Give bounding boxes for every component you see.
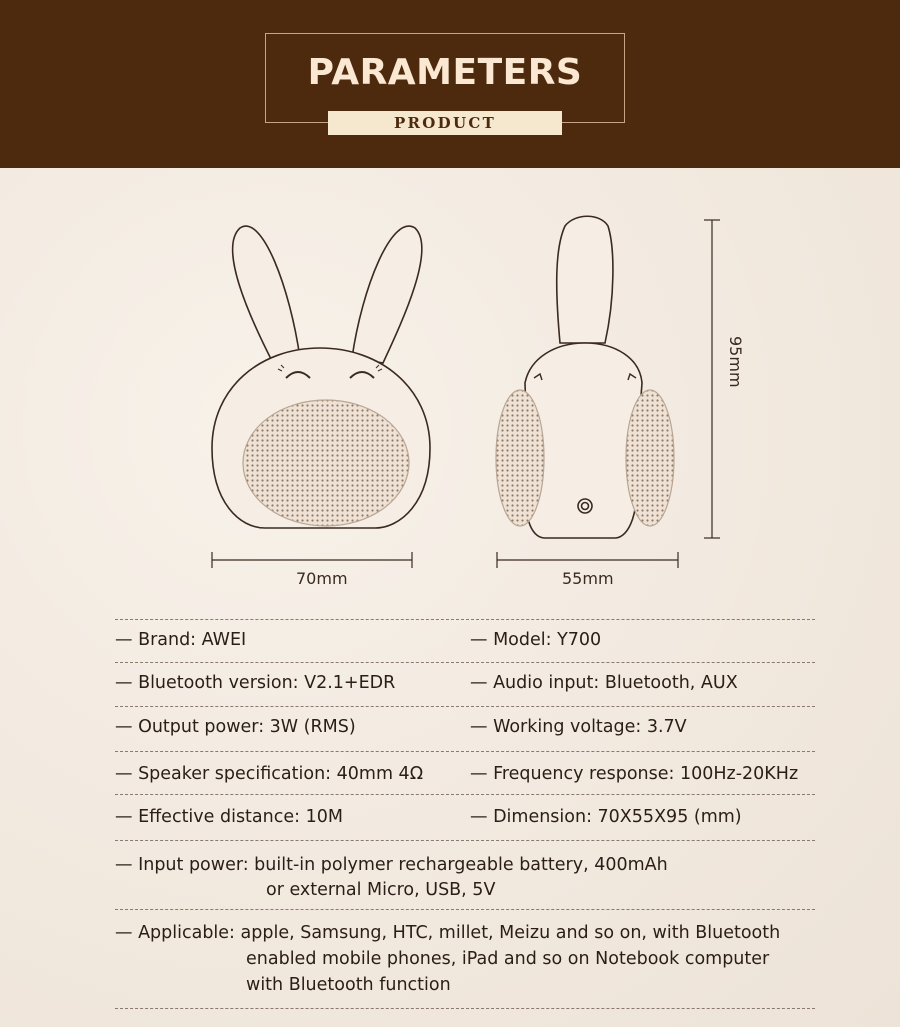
spec-table [115, 619, 815, 1009]
spec-row [115, 706, 815, 751]
spec-row [115, 619, 815, 662]
spec-applicable-line2: enabled mobile phones, iPad and so on Notebook computer [246, 949, 770, 969]
spec-row [115, 751, 815, 794]
spec-row [115, 794, 815, 840]
depth-label: 55mm [562, 569, 614, 588]
header-banner [0, 0, 900, 168]
spec-applicable-line3: with Bluetooth function [246, 975, 451, 995]
spec-input-power-line2: or external Micro, USB, 5V [266, 880, 496, 900]
width-label: 70mm [296, 569, 348, 588]
spec-row [115, 662, 815, 706]
spec-brand: — Brand: AWEI [115, 630, 247, 650]
side-view-icon [496, 216, 674, 538]
spec-dimension: — Dimension: 70X55X95 (mm) [470, 807, 742, 827]
spec-bluetooth-version: — Bluetooth version: V2.1+EDR [115, 673, 396, 693]
spec-row [115, 840, 815, 909]
spec-frequency-response: — Frequency response: 100Hz-20KHz [470, 764, 799, 784]
spec-audio-input: — Audio input: Bluetooth, AUX [470, 673, 738, 693]
spec-input-power [115, 853, 668, 903]
spec-output-power: — Output power: 3W (RMS) [115, 717, 356, 737]
title-frame [265, 33, 625, 123]
page-subtitle: PRODUCT PARAMETERS [328, 111, 562, 135]
spec-applicable [115, 920, 780, 998]
product-drawing [0, 168, 900, 608]
spec-working-voltage: — Working voltage: 3.7V [470, 717, 687, 737]
height-label: 95mm [726, 336, 745, 388]
front-view-icon [212, 226, 430, 528]
spec-row [115, 909, 815, 1009]
spec-speaker: — Speaker specification: 40mm 4Ω [115, 764, 424, 784]
spec-applicable-line1: — Applicable: apple, Samsung, HTC, millet, Meizu and so on, with Bluetooth [115, 923, 781, 943]
page-title: PARAMETERS [307, 52, 583, 93]
spec-model: — Model: Y700 [470, 630, 602, 650]
spec-input-power-line1: — Input power: built-in polymer rechargeable battery, 400mAh [115, 855, 668, 875]
spec-effective-distance: — Effective distance: 10M [115, 807, 343, 827]
